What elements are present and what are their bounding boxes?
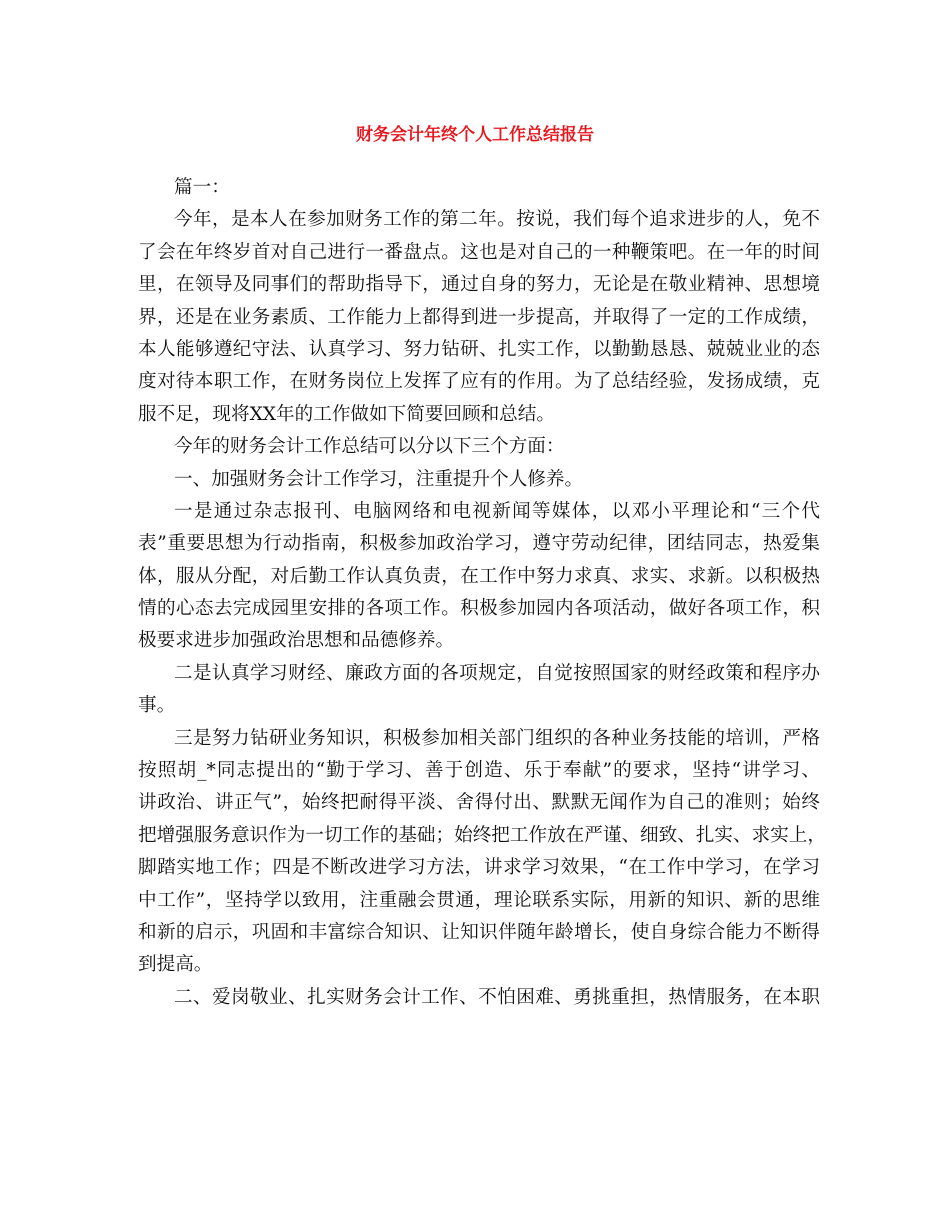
body-line: 里，在领导及同事们的帮助指导下，通过自身的努力，无论是在敬业精神、思想境 — [138, 274, 820, 296]
body-line: 二、爱岗敬业、扎实财务会计工作、不怕困难、勇挑重担，热情服务，在本职 — [174, 986, 820, 1008]
body-line: 三是努力钻研业务知识，积极参加相关部门组织的各种业务技能的培训，严格 — [174, 727, 820, 749]
body-line: 和新的启示，巩固和丰富综合知识、让知识伴随年龄增长，使自身综合能力不断得 — [138, 921, 820, 943]
body-line: 到提高。 — [138, 954, 213, 976]
body-line: 体，服从分配，对后勤工作认真负责，在工作中努力求真、求实、求新。以积极热 — [138, 565, 820, 587]
body-line: 事。 — [138, 695, 176, 717]
document-body — [138, 172, 826, 1014]
body-line: 了会在年终岁首对自己进行一番盘点。这也是对自己的一种鞭策吧。在一年的时间 — [138, 241, 820, 263]
body-line: 一、加强财务会计工作学习，注重提升个人修养。 — [174, 468, 584, 490]
body-line: 篇一： — [174, 177, 230, 198]
body-line: 服不足，现将XX年的工作做如下简要回顾和总结。 — [138, 403, 555, 425]
body-line: 中工作”，坚持学以致用，注重融会贯通，理论联系实际，用新的知识、新的思维 — [138, 889, 820, 911]
body-line: 本人能够遵纪守法、认真学习、努力钻研、扎实工作，以勤勤恳恳、兢兢业业的态 — [138, 338, 820, 360]
document-title: 财务会计年终个人工作总结报告 — [356, 125, 594, 145]
body-line: 今年的财务会计工作总结可以分以下三个方面： — [174, 436, 565, 458]
body-line: 讲政治、讲正气”，始终把耐得平淡、舍得付出、默默无闻作为自己的准则；始终 — [138, 792, 820, 814]
body-line: 情的心态去完成园里安排的各项工作。积极参加园内各项活动，做好各项工作，积 — [138, 598, 820, 620]
body-line: 界，还是在业务素质、工作能力上都得到进一步提高，并取得了一定的工作成绩， — [138, 306, 820, 328]
body-line: 把增强服务意识作为一切工作的基础；始终把工作放在严谨、细致、扎实、求实上， — [138, 824, 826, 846]
body-line: 表”重要思想为行动指南，积极参加政治学习，遵守劳动纪律，团结同志，热爱集 — [138, 533, 820, 555]
body-line: 二是认真学习财经、廉政方面的各项规定，自觉按照国家的财经政策和程序办 — [174, 662, 820, 684]
body-line: 脚踏实地工作；四是不断改进学习方法，讲求学习效果，“在工作中学习，在学习 — [138, 857, 820, 879]
body-line: 度对待本职工作，在财务岗位上发挥了应有的作用。为了总结经验，发扬成绩，克 — [138, 371, 820, 393]
body-line: 一是通过杂志报刊、电脑网络和电视新闻等媒体，以邓小平理论和“三个代 — [174, 500, 820, 522]
body-line: 极要求进步加强政治思想和品德修养。 — [138, 630, 455, 652]
body-line: 今年，是本人在参加财务工作的第二年。按说，我们每个追求进步的人，免不 — [174, 209, 820, 231]
body-line: 按照胡_*同志提出的“勤于学习、善于创造、乐于奉献”的要求，坚持“讲学习、 — [138, 760, 820, 782]
